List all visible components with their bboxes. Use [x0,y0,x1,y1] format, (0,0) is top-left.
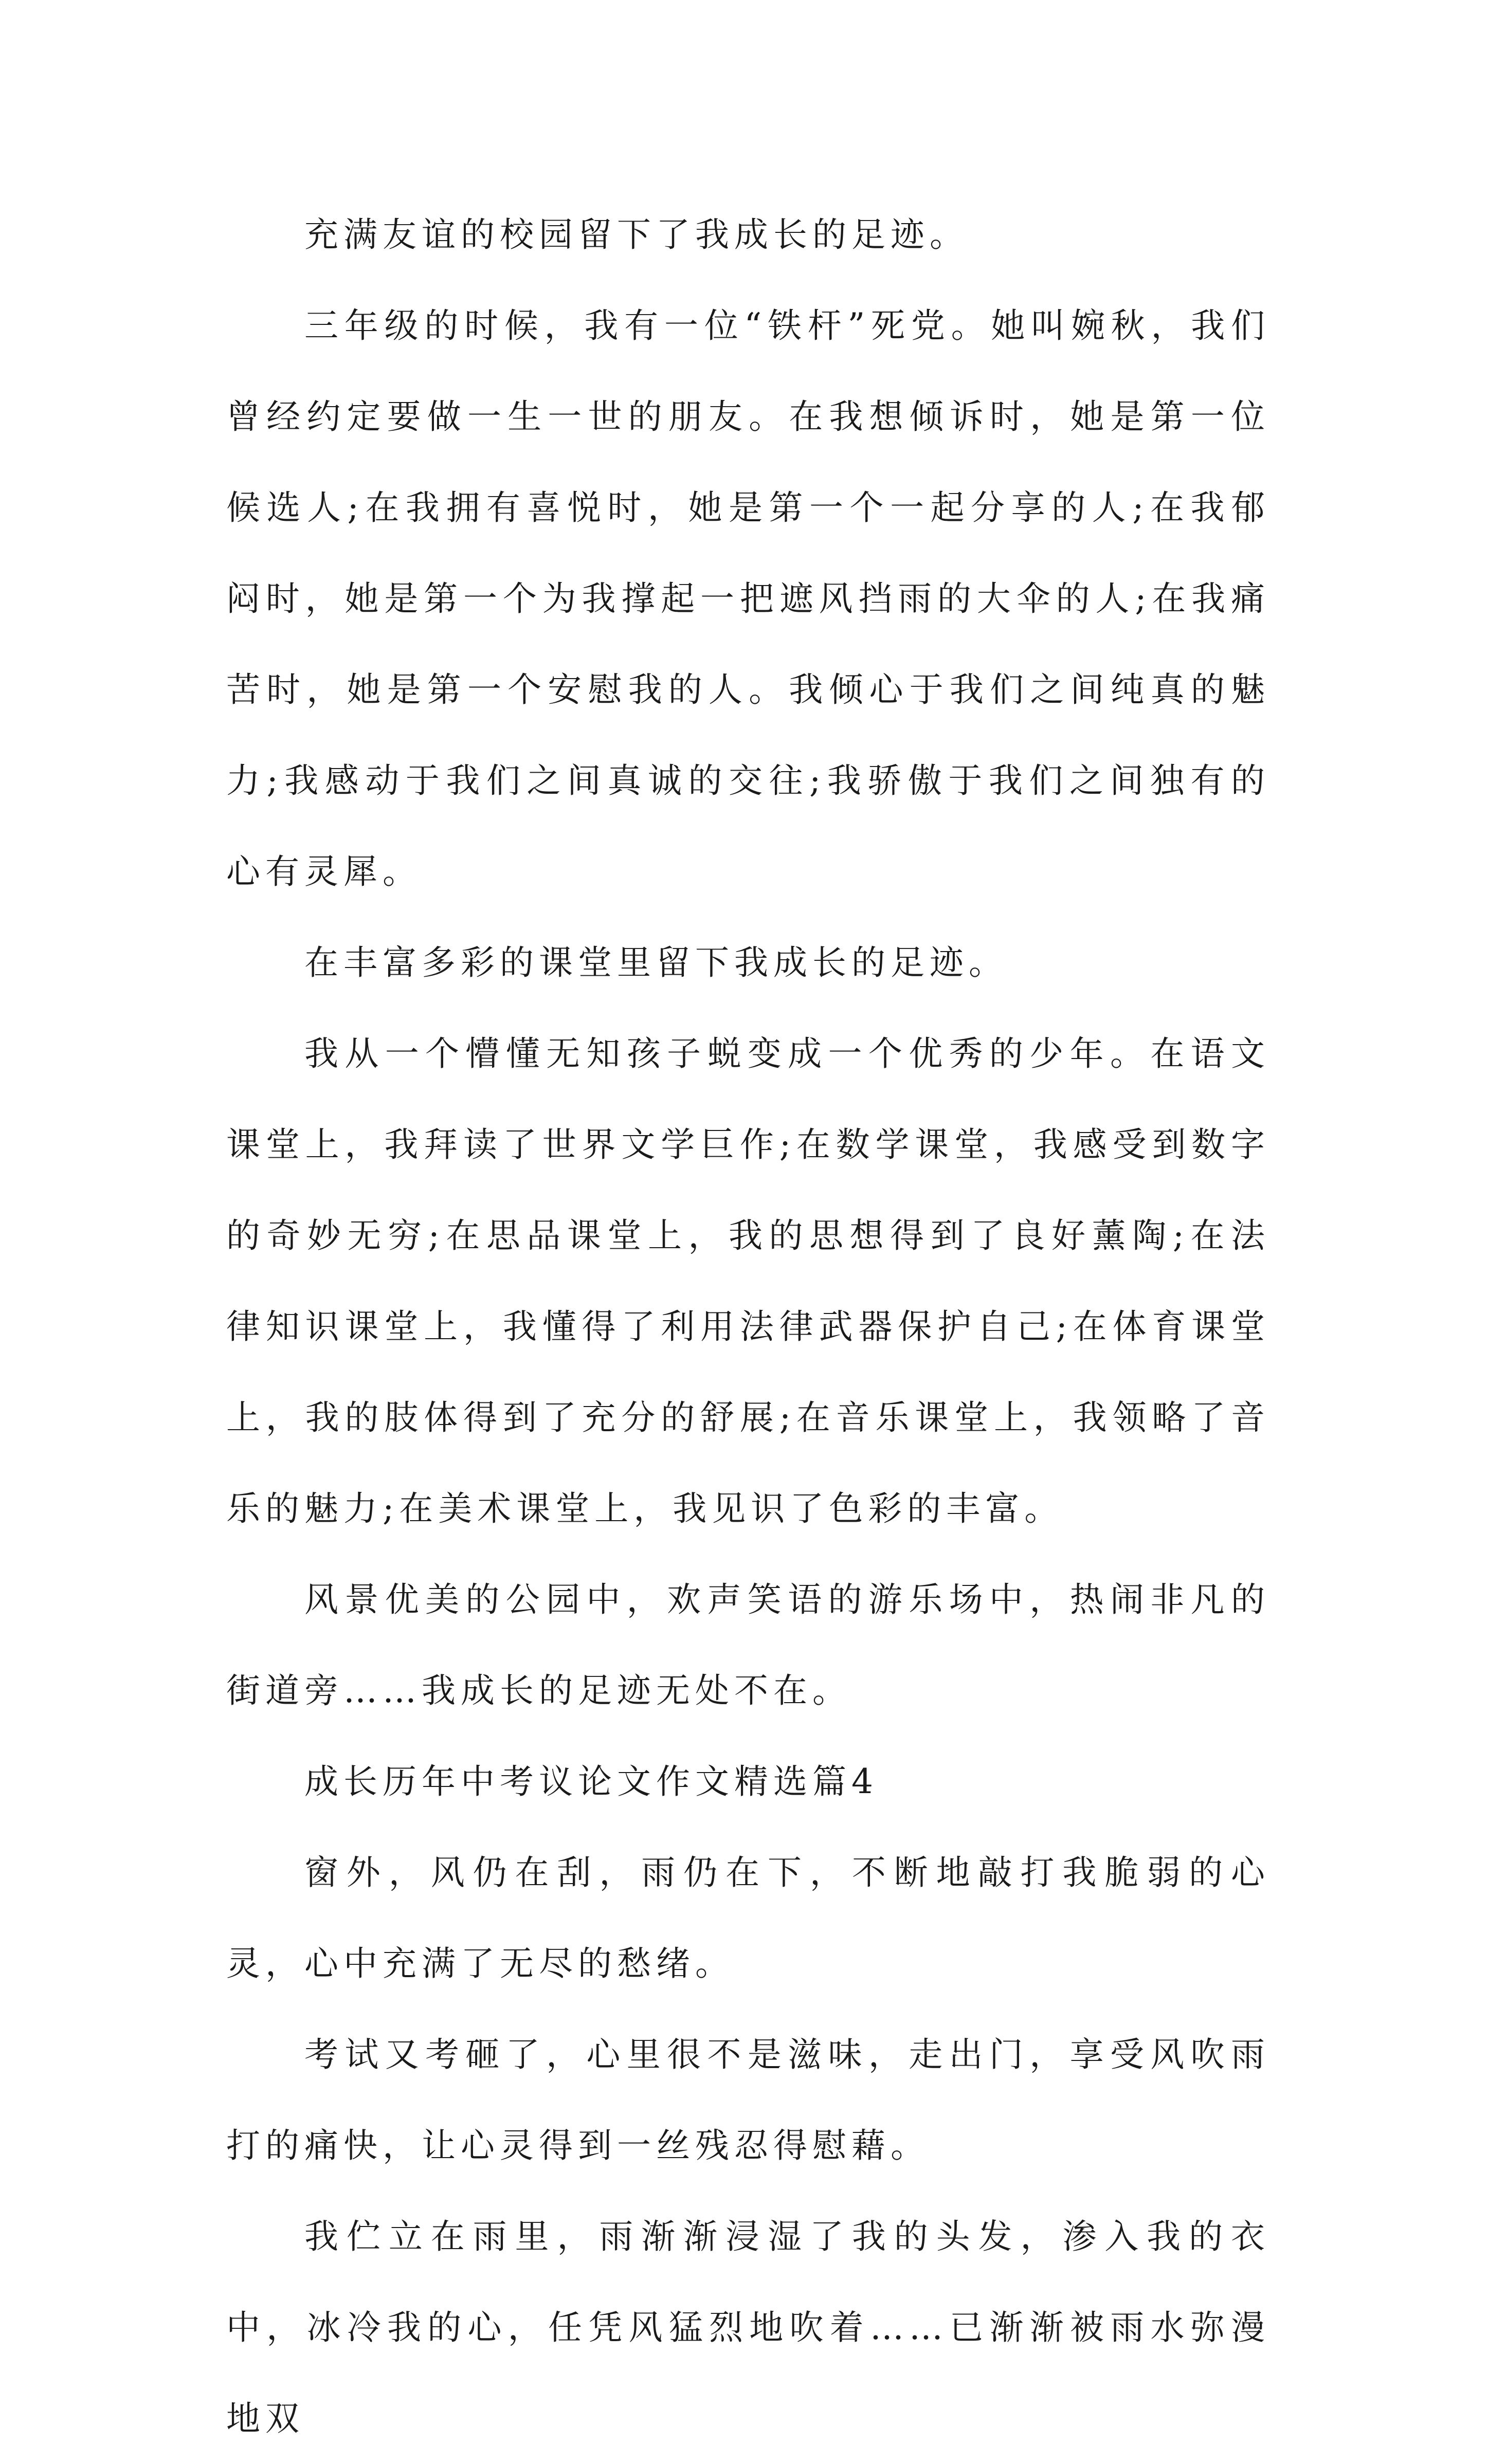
section-heading: 成长历年中考议论文作文精选篇4 [304,1762,878,1801]
body-text [226,189,1270,2464]
paragraph-standing-in-rain: 我伫立在雨里，雨渐渐浸湿了我的头发，渗入我的衣中，冰冷我的心，任凭风猛烈地吹着……已渐渐被雨水弥漫地双 [226,2217,1270,2438]
paragraph-classroom-growth: 我从一个懵懂无知孩子蜕变成一个优秀的少年。在语文课堂上，我拜读了世界文学巨作;在数学课堂，我感受到数字的奇妙无穷;在思品课堂上，我的思想得到了良好薰陶;在法律知识课堂上，我懂得了利用法律武器保护自己;在体育课堂上，我的肢体得到了充分的舒展;在音乐课堂上，我领略了音乐的魅力;在美术课堂上，我见识了色彩的丰富。 [226,1034,1270,1528]
paragraph-best-friend: 三年级的时候，我有一位“铁杆”死党。她叫婉秋，我们曾经约定要做一生一世的朋友。在我想倾诉时，她是第一位候选人;在我拥有喜悦时，她是第一个一起分享的人;在我郁闷时，她是第一个为我撑起一把遮风挡雨的大伞的人;在我痛苦时，她是第一个安慰我的人。我倾心于我们之间纯真的魅力;我感动于我们之间真诚的交往;我骄傲于我们之间独有的心有灵犀。 [226,306,1270,891]
paragraph-footprints-everywhere: 风景优美的公园中，欢声笑语的游乐场中，热闹非凡的街道旁……我成长的足迹无处不在。 [226,1580,1270,1710]
paragraph-wind-rain: 窗外，风仍在刮，雨仍在下，不断地敲打我脆弱的心灵，心中充满了无尽的愁绪。 [226,1853,1270,1983]
paragraph-exam-failed: 考试又考砸了，心里很不是滋味，走出门，享受风吹雨打的痛快，让心灵得到一丝残忍得慰藉。 [226,2035,1270,2165]
paragraph-classroom-footprints: 在丰富多彩的课堂里留下我成长的足迹。 [304,943,1008,982]
paragraph-campus-footprints: 充满友谊的校园留下了我成长的足迹。 [304,215,969,254]
